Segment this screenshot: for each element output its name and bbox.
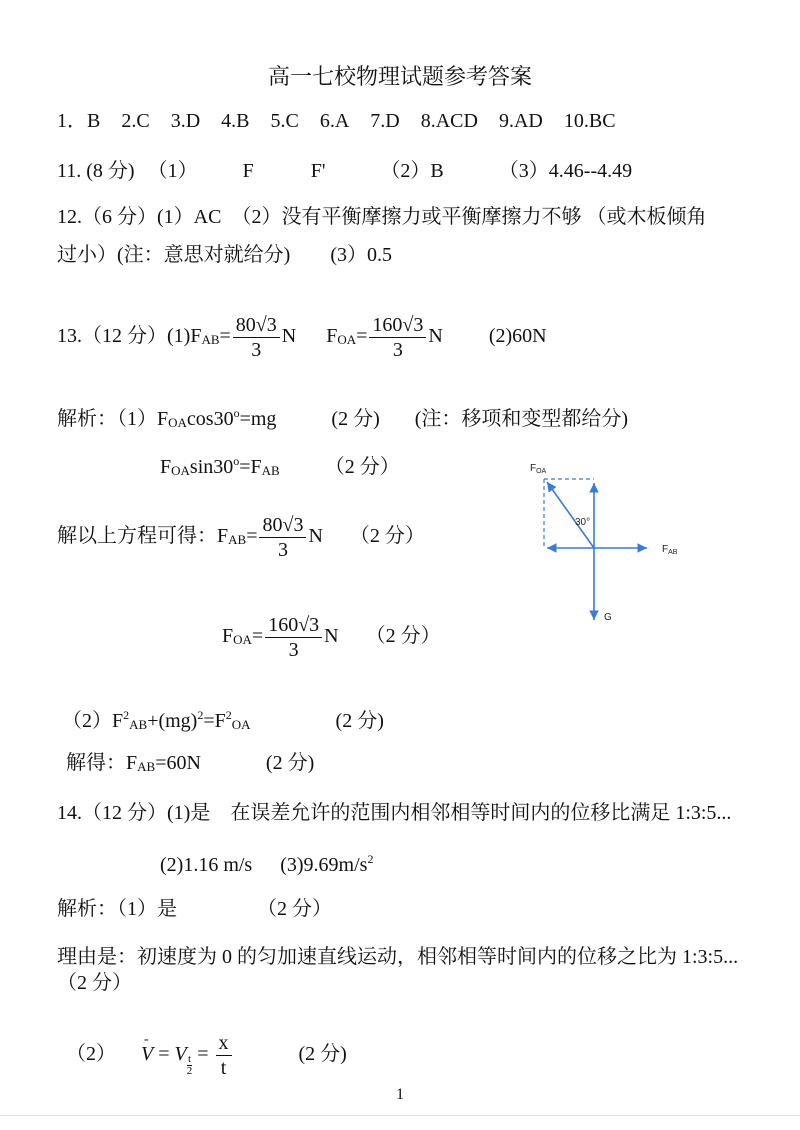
analysis-13-foa: $F_{OA}=$ $\frac{160√3}{3}$ N （2 分） <box>222 613 441 661</box>
answer-item: 10.BC <box>563 110 616 132</box>
answer-item: 6.A <box>319 110 350 132</box>
fraction: $\frac{x}{t}$ <box>216 1031 232 1080</box>
fab-label: $F_{AB}$ <box>662 544 678 556</box>
page-bottom-border <box>0 1115 800 1116</box>
foa-vector <box>547 482 594 548</box>
analysis-13-part2: $(2)F^2_{AB}+(mg)^2=F^2_{OA}$ (2 分) <box>62 708 384 732</box>
g-label: G <box>604 612 612 623</box>
answer-item: 8.ACD <box>420 110 478 132</box>
fraction: $\frac{160√3}{3}$ <box>265 613 322 662</box>
analysis-14-reason-score: （2 分） <box>57 972 132 994</box>
analysis-13-line2: $F_{OA}\sin 30^o=F_{AB}$ （2 分） <box>160 454 400 478</box>
answer-item: 7.D <box>370 110 400 132</box>
answer-11: 11. (8 分) （1） F F' （2）B （3）4.46--4.49 <box>57 160 633 182</box>
answer-item: 2.C <box>121 110 150 132</box>
fraction: $\frac{80√3}{3}$ <box>259 513 306 562</box>
analysis-13-solve: 解以上方程可得：$F_{AB}=$ $\frac{80√3}{3}$ N （2 分） <box>57 513 425 561</box>
page-title: 高一七校物理试题参考答案 <box>267 64 532 89</box>
answer-item: 9.AD <box>498 110 543 132</box>
analysis-14-reason: 理由是：初速度为 0 的匀加速直线运动，相邻相等时间内的位移之比为 1:3:5... <box>57 946 739 968</box>
angle-label: 30° <box>575 517 591 528</box>
answer-14-line2: (2)1.16 m/s $(3)9.69m/s^2$ <box>160 852 374 876</box>
analysis-14-line1: 解析：（1）是 （2 分） <box>57 898 332 920</box>
answer-item: 4.B <box>221 110 250 132</box>
answer-12-line1: 12.（6 分）(1）AC （2）没有平衡摩擦力或平衡摩擦力不够 （或木板倾角 <box>57 206 707 228</box>
page-number: 1 <box>396 1086 404 1103</box>
fraction: $\frac{160√3}{3}$ <box>369 313 426 362</box>
answer-item: 1．B <box>57 110 101 132</box>
force-diagram <box>520 455 700 630</box>
analysis-13-result: 解得：$F_{AB}=60N$ (2 分) <box>66 752 315 774</box>
foa-label: $F_{OA}$ <box>530 463 547 475</box>
analysis-14-part2: （2） - V = V $\frac{t}{2}$ = $\frac{x}{t}$ (2 分) <box>66 1031 347 1079</box>
answer-item: 5.C <box>270 110 299 132</box>
analysis-13-line1: 解析：$(1)F_{OA}\cos 30^o=mg$ (2 分) (注：移项和变型都给分) <box>57 406 629 430</box>
answer-item: 3.D <box>170 110 201 132</box>
answers-1-10 <box>57 108 616 134</box>
answer-13-head: 13.（12 分）$(1)F_{AB}=$ $\frac{80√3}{3}$ N $F_{OA}=$ $\frac{160√3}{3}$ N (2)60N <box>57 313 547 361</box>
answer-12-line2: 过小）(注：意思对就给分) (3）0.5 <box>57 244 392 266</box>
answer-14-line1: 14.（12 分）(1)是 在误差允许的范围内相邻相等时间内的位移比满足 1:3:5... <box>57 802 732 824</box>
fraction: $\frac{80√3}{3}$ <box>233 313 280 362</box>
